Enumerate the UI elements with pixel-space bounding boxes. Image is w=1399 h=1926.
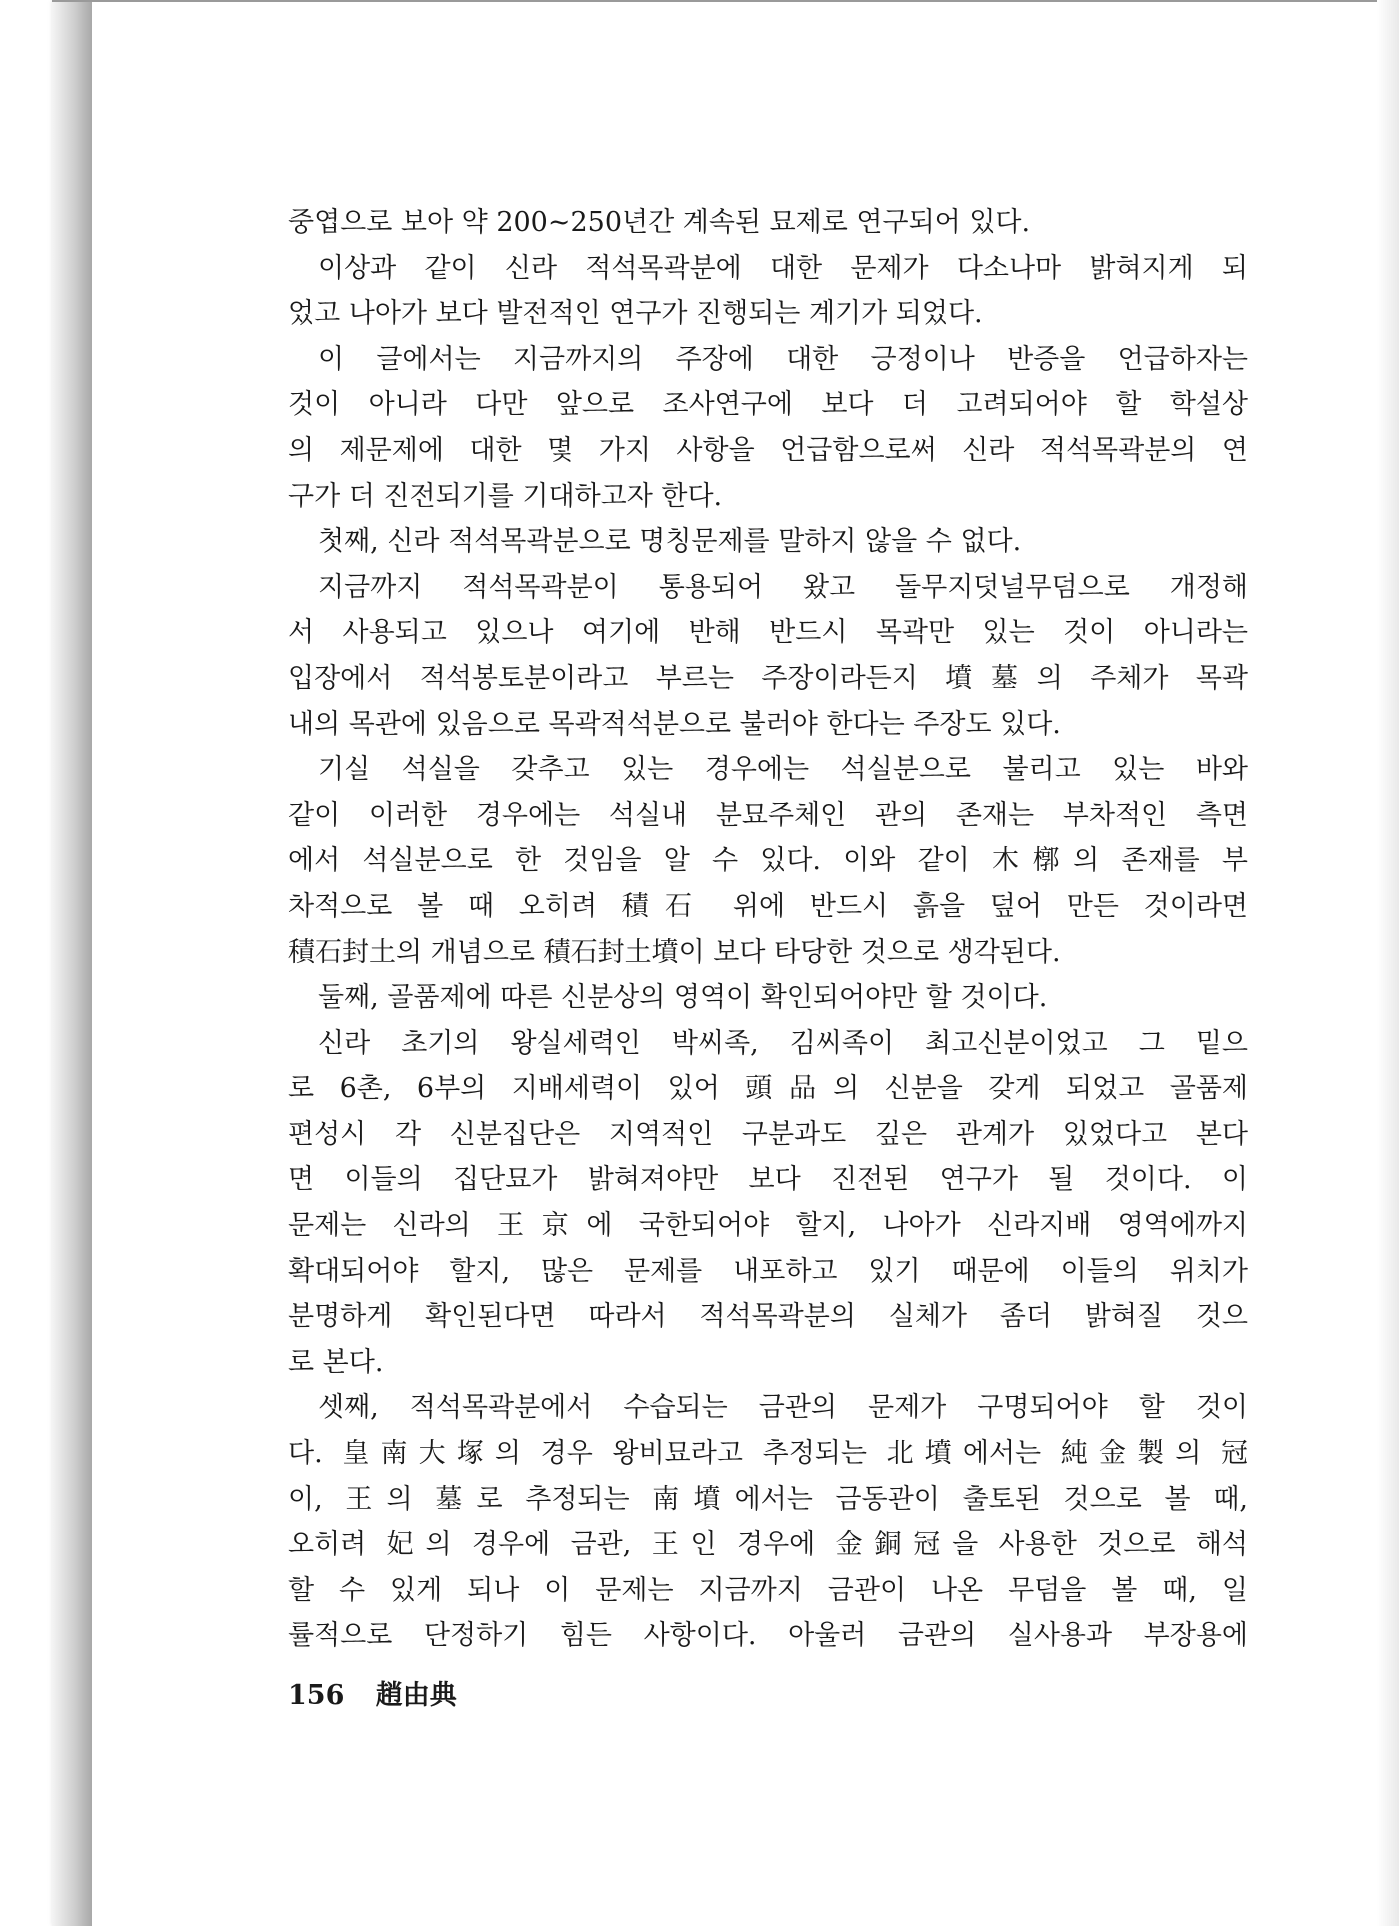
- page-footer: [288, 1676, 457, 1716]
- text-line: 할 수 있게 되나 이 문제는 지금까지 금관이 나온 무덤을 볼 때, 일: [288, 1574, 1248, 1606]
- text-line: 편성시 각 신분집단은 지역적인 구분과도 깊은 관계가 있었다고 본다: [288, 1118, 1248, 1150]
- text-line: 같이 이러한 경우에는 석실내 분묘주체인 관의 존재는 부차적인 측면: [288, 799, 1248, 831]
- text-line: 면 이들의 집단묘가 밝혀져야만 보다 진전된 연구가 될 것이다. 이: [288, 1164, 1248, 1196]
- text-line: 다. 皇南大塚의 경우 왕비묘라고 추정되는 北墳에서는 純金製의 冠: [288, 1438, 1248, 1470]
- text-line: 차적으로 볼 때 오히려 積石 위에 반드시 흙을 덮어 만든 것이라면: [288, 890, 1248, 922]
- text-line: 중엽으로 보아 약 200~250년간 계속된 묘제로 연구되어 있다.: [288, 207, 1031, 238]
- text-line: 이 글에서는 지금까지의 주장에 대한 긍정이나 반증을 언급하자는: [318, 343, 1248, 375]
- text-line: 분명하게 확인된다면 따라서 적석목곽분의 실체가 좀더 밝혀질 것으: [288, 1301, 1248, 1333]
- text-line: 첫째, 신라 적석목곽분으로 명칭문제를 말하지 않을 수 없다.: [318, 526, 1022, 558]
- text-line: 이, 王의 墓로 추정되는 南墳에서는 금동관이 출토된 것으로 볼 때,: [288, 1483, 1248, 1515]
- text-line: 로 6촌, 6부의 지배세력이 있어 頭品의 신분을 갖게 되었고 골품제: [288, 1073, 1248, 1105]
- text-line: 의 제문제에 대한 몇 가지 사항을 언급함으로써 신라 적석목곽분의 연: [288, 434, 1248, 466]
- author-name: 趙由典: [375, 1680, 457, 1711]
- page-right-edge: [1377, 0, 1399, 1926]
- page-number: 156: [288, 1680, 345, 1711]
- text-line: 둘째, 골품제에 따른 신분상의 영역이 확인되어야만 할 것이다.: [318, 982, 1048, 1014]
- text-line: 것이 아니라 다만 앞으로 조사연구에 보다 더 고려되어야 할 학설상: [288, 389, 1248, 421]
- book-spine-edge: [52, 0, 92, 1926]
- text-line: 지금까지 적석목곽분이 통용되어 왔고 돌무지덧널무덤으로 개정해: [318, 571, 1248, 603]
- text-line: 문제는 신라의 王京에 국한되어야 할지, 나아가 신라지배 영역에까지: [288, 1210, 1248, 1242]
- text-line: 로 본다.: [288, 1346, 384, 1378]
- text-line: 셋째, 적석목곽분에서 수습되는 금관의 문제가 구명되어야 할 것이: [318, 1392, 1248, 1424]
- text-line: 내의 목관에 있음으로 목곽적석분으로 불러야 한다는 주장도 있다.: [288, 708, 1061, 740]
- text-line: 입장에서 적석봉토분이라고 부르는 주장이라든지 墳墓의 주체가 목곽: [288, 662, 1248, 694]
- text-line: 積石封土의 개념으로 積石封土墳이 보다 타당한 것으로 생각된다.: [288, 936, 1061, 968]
- text-line: 었고 나아가 보다 발전적인 연구가 진행되는 계기가 되었다.: [288, 298, 983, 330]
- text-line: 이상과 같이 신라 적석목곽분에 대한 문제가 다소나마 밝혀지게 되: [318, 252, 1248, 284]
- text-line: 오히려 妃의 경우에 금관, 王인 경우에 金銅冠을 사용한 것으로 해석: [288, 1529, 1248, 1561]
- text-line: 구가 더 진전되기를 기대하고자 한다.: [288, 480, 723, 512]
- text-line: 확대되어야 할지, 많은 문제를 내포하고 있기 때문에 이들의 위치가: [288, 1255, 1248, 1287]
- text-line: 에서 석실분으로 한 것임을 알 수 있다. 이와 같이 木槨의 존재를 부: [288, 845, 1248, 877]
- text-line: 신라 초기의 왕실세력인 박씨족, 김씨족이 최고신분이었고 그 밑으: [318, 1027, 1248, 1059]
- text-line: 률적으로 단정하기 힘든 사항이다. 아울러 금관의 실사용과 부장용에: [288, 1620, 1248, 1652]
- text-line: 기실 석실을 갖추고 있는 경우에는 석실분으로 불리고 있는 바와: [318, 754, 1248, 786]
- text-line: 서 사용되고 있으나 여기에 반해 반드시 목곽만 있는 것이 아니라는: [288, 617, 1248, 649]
- body-text: [288, 200, 1248, 1659]
